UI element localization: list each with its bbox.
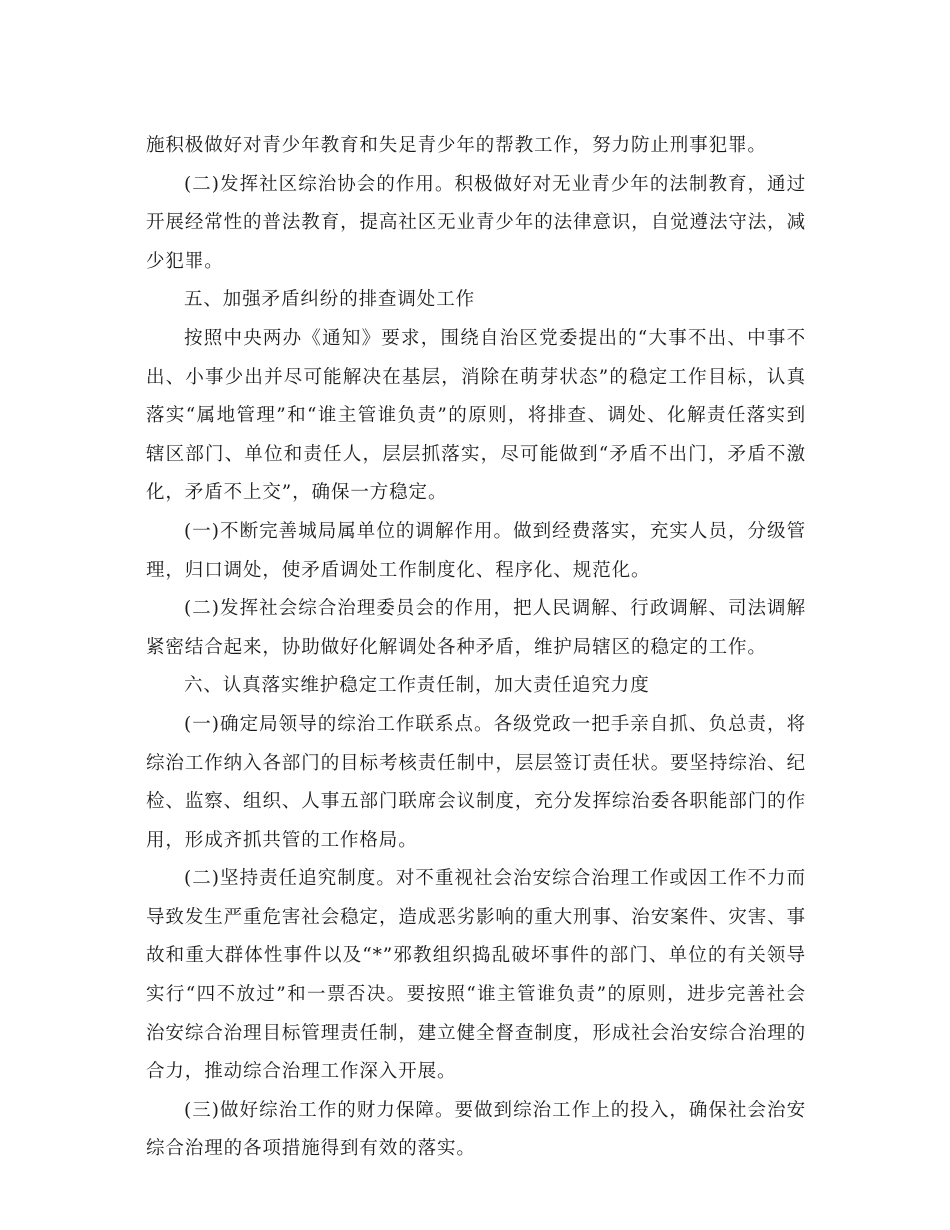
paragraph: (一)不断完善城局属单位的调解作用。做到经费落实，充实人员，分级管理，归口调处，使矛盾调处工作制度化、程序化、规范化。: [146, 520, 806, 581]
paragraph: (二)发挥社会综合治理委员会的作用，把人民调解、行政调解、司法调解紧密结合起来，协助做好化解调处各种矛盾，维护局辖区的稳定的工作。: [146, 598, 806, 658]
document-body: [146, 127, 806, 1169]
section-heading: 六、认真落实维护稳定工作责任制，加大责任追究力度: [184, 675, 650, 697]
paragraph: 施积极做好对青少年教育和失足青少年的帮教工作，努力防止刑事犯罪。: [146, 135, 767, 156]
paragraph: (一)确定局领导的综治工作联系点。各级党政一把手亲自抓、负总责，将综治工作纳入各部门的目标考核责任制中，层层签订责任状。要坚持综治、纪检、监察、组织、人事五部门联席会议制度，充分发挥综治委各职能部门的作用，形成齐抓共管的工作格局。: [146, 713, 806, 851]
paragraph: (二)坚持责任追究制度。对不重视社会治安综合治理工作或因工作不力而导致发生严重危害社会稳定，造成恶劣影响的重大刑事、治安案件、灾害、事故和重大群体性事件以及“*”邪教组织捣乱破坏事件的部门、单位的有关领导实行“四不放过”和一票否决。要按照“谁主管谁负责”的原则，进步完善社会治安综合治理目标管理责任制，建立健全督查制度，形成社会治安综合治理的合力，推动综合治理工作深入开展。: [146, 868, 806, 1083]
paragraph: (三)做好综治工作的财力保障。要做到综治工作上的投入，确保社会治安综合治理的各项措施得到有效的落实。: [146, 1099, 806, 1160]
paragraph: (二)发挥社区综治协会的作用。积极做好对无业青少年的法制教育，通过开展经常性的普法教育，提高社区无业青少年的法律意识，自觉遵法守法，减少犯罪。: [146, 173, 806, 272]
paragraph: 按照中央两办《通知》要求，围绕自治区党委提出的“大事不出、中事不出、小事少出并尽可能解决在基层，消除在萌芽状态”的稳定工作目标，认真落实“属地管理”和“谁主管谁负责”的原则，将排查、调处、化解责任落实到辖区部门、单位和责任人，层层抓落实，尽可能做到“矛盾不出门，矛盾不激化，矛盾不上交”，确保一方稳定。: [146, 327, 806, 504]
section-heading: 五、加强矛盾纠纷的排查调处工作: [184, 289, 476, 311]
